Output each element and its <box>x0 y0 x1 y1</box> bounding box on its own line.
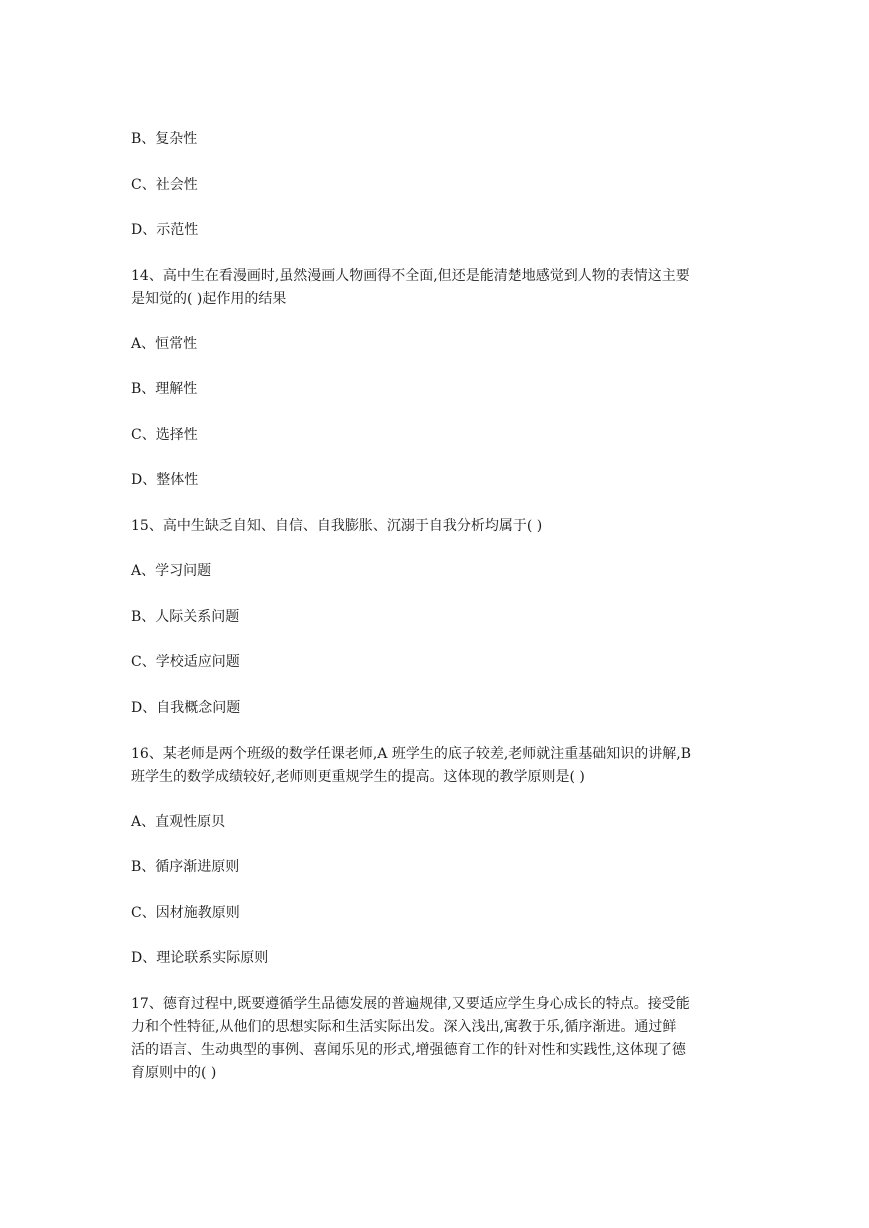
q13-option-d: D、示范性 <box>131 222 199 238</box>
q14-option-b: B、理解性 <box>131 381 198 397</box>
q17-stem-line-4: 育原则中的( ) <box>131 1065 217 1081</box>
q13-option-b: B、复杂性 <box>131 131 198 147</box>
q16-option-c: C、因材施教原则 <box>131 905 240 921</box>
q16-option-d: D、理论联系实际原则 <box>131 950 269 966</box>
q16-option-b: B、循序渐进原则 <box>131 859 240 875</box>
q16-stem-line-2: 班学生的数学成绩较好,老师则更重规学生的提高。这体现的教学原则是( ) <box>131 769 585 785</box>
q14-stem-line-1: 14、高中生在看漫画时,虽然漫画人物画得不全面,但还是能清楚地感觉到人物的表情这主要 <box>131 268 690 284</box>
q15-option-b: B、人际关系问题 <box>131 609 240 625</box>
q13-option-c: C、社会性 <box>131 177 198 193</box>
q14-option-a: A、恒常性 <box>131 336 198 352</box>
q15-option-a: A、学习问题 <box>131 563 212 579</box>
q16-option-a: A、直观性原贝 <box>131 814 226 830</box>
q14-option-d: D、整体性 <box>131 472 199 488</box>
q15-option-d: D、自我概念问题 <box>131 700 241 716</box>
q16-stem-line-1: 16、某老师是两个班级的数学任课老师,A 班学生的底子较差,老师就注重基础知识的讲解,B <box>131 746 692 762</box>
q15-option-c: C、学校适应问题 <box>131 654 240 670</box>
q14-stem-line-2: 是知觉的( )起作用的结果 <box>131 291 287 307</box>
q14-option-c: C、选择性 <box>131 427 198 443</box>
q15-stem: 15、高中生缺乏自知、自信、自我膨胀、沉溺于自我分析均属于( ) <box>131 518 543 534</box>
q17-stem-line-2: 力和个性特征,从他们的思想实际和生活实际出发。深入浅出,寓教于乐,循序渐进。通过鲜 <box>131 1019 677 1035</box>
q17-stem-line-1: 17、德育过程中,既要遵循学生品德发展的普遍规律,又要适应学生身心成长的特点。接受能 <box>131 996 690 1012</box>
q17-stem-line-3: 活的语言、生动典型的事例、喜闻乐见的形式,增强德育工作的针对性和实践性,这体现了德 <box>131 1042 686 1058</box>
